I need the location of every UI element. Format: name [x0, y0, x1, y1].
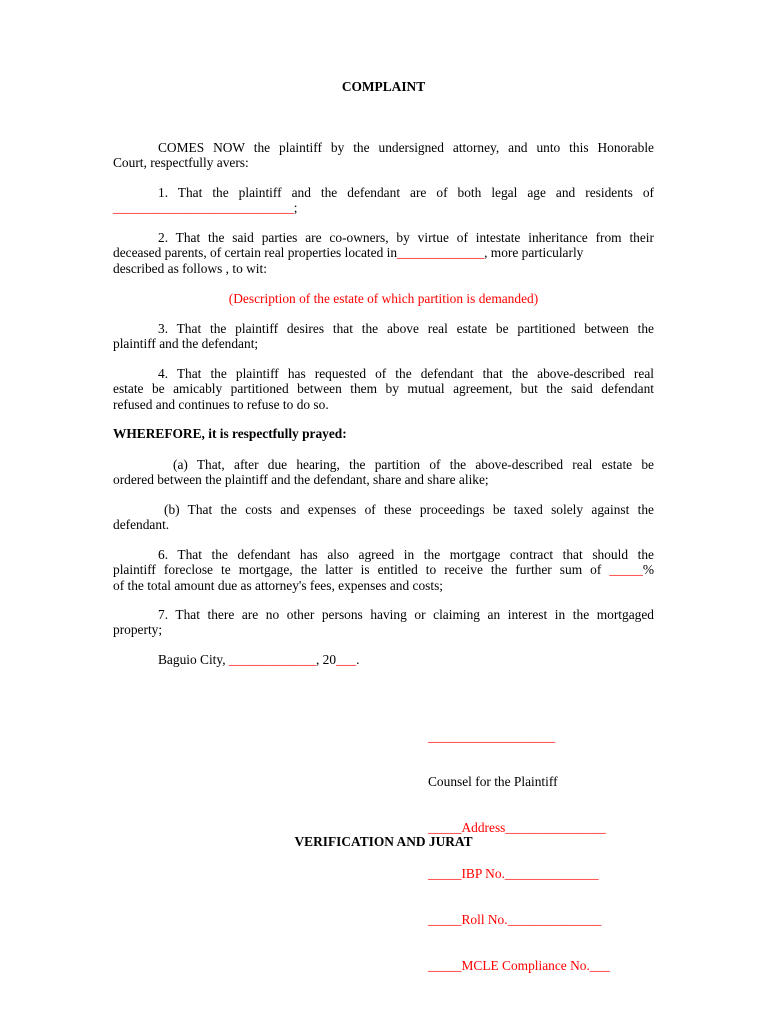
year-blank[interactable]: ___ [336, 652, 357, 667]
paragraph-4 [113, 366, 654, 412]
location-blank[interactable]: _____________ [397, 245, 485, 261]
date-blank[interactable]: _____________ [228, 652, 316, 667]
counsel-label: Counsel for the Plaintiff [428, 774, 558, 790]
place-date-end: . [356, 652, 360, 667]
para1-line-1: 1. That the plaintiff and the defendant are of both legal age and residents of [158, 185, 654, 200]
ibp-number-field[interactable]: _____IBP No.______________ [428, 866, 599, 882]
para3-line-1: 3. That the plaintiff desires that the above real estate be partitioned between the [158, 321, 654, 336]
para6-line-2a: plaintiff foreclose te mortgage, the latter is entitled to receive the further sum of [113, 562, 610, 578]
para4-line-1: 4. That the plaintiff has requested of the defendant that the above-described real [158, 366, 654, 381]
para6-line-2b: % [642, 562, 654, 578]
prayer-a-line-2: ordered between the plaintiff and the defendant, share and share alike; [113, 472, 489, 488]
mcle-compliance-field[interactable]: _____MCLE Compliance No.___ [428, 958, 610, 974]
para1-line-2 [113, 200, 654, 215]
estate-description[interactable]: (Description of the estate of which partition is demanded) [228, 291, 539, 306]
para1-end: ; [293, 200, 298, 216]
residence-blank[interactable]: ___________________________ [113, 200, 294, 216]
intro-line-1: COMES NOW the plaintiff by the undersigned attorney, and unto this Honorable [158, 140, 654, 155]
signature-line[interactable]: ___________________ [428, 728, 556, 744]
prayer-a [113, 457, 654, 488]
paragraph-2 [113, 230, 654, 276]
intro-paragraph [113, 140, 654, 171]
place-date-line [158, 652, 360, 667]
intro-line-2: Court, respectfully avers: [113, 155, 249, 171]
para6-line-1: 6. That the defendant has also agreed in the mortgage contract that should the [158, 547, 654, 562]
verification-title: VERIFICATION AND JURAT [294, 834, 473, 849]
wherefore-heading: WHEREFORE, it is respectfully prayed: [113, 426, 347, 441]
paragraph-6 [113, 547, 654, 593]
place-city: Baguio City, [158, 652, 229, 667]
fee-percent-blank[interactable]: _____ [609, 562, 643, 578]
para2-line-2b: , more particularly [484, 245, 584, 261]
paragraph-3 [113, 321, 654, 352]
prayer-b-line-1: (b) That the costs and expenses of these proceedings be taxed solely against the [164, 502, 654, 517]
para4-line-3: refused and continues to refuse to do so. [113, 396, 329, 412]
paragraph-7 [113, 607, 654, 638]
document-title: COMPLAINT [341, 79, 426, 94]
para2-line-3: described as follows , to wit: [113, 260, 267, 276]
prayer-b-line-2: defendant. [113, 517, 170, 533]
para7-line-2: property; [113, 622, 163, 638]
address-field[interactable]: _____Address_______________ [428, 820, 606, 836]
para3-line-2: plaintiff and the defendant; [113, 336, 259, 352]
para6-line-3: of the total amount due as attorney's fees, expenses and costs; [113, 577, 444, 593]
para7-line-1: 7. That there are no other persons having or claiming an interest in the mortgaged [158, 607, 654, 622]
para6-line-2 [113, 562, 654, 577]
para2-line-1: 2. That the said parties are co-owners, by virtue of intestate inheritance from their [158, 230, 654, 245]
para2-line-2a: deceased parents, of certain real properties located in [113, 245, 398, 261]
prayer-b [113, 502, 654, 533]
year-prefix: , 20 [315, 652, 337, 667]
paragraph-1 [113, 185, 654, 216]
signature-block [428, 698, 610, 1004]
roll-number-field[interactable]: _____Roll No.______________ [428, 912, 602, 928]
para2-line-2 [113, 245, 654, 260]
para4-line-2: estate be amicably partitioned between them by mutual agreement, but the said defendant [113, 381, 654, 397]
prayer-a-line-1: (a) That, after due hearing, the partition of the above-described real estate be [173, 457, 654, 472]
